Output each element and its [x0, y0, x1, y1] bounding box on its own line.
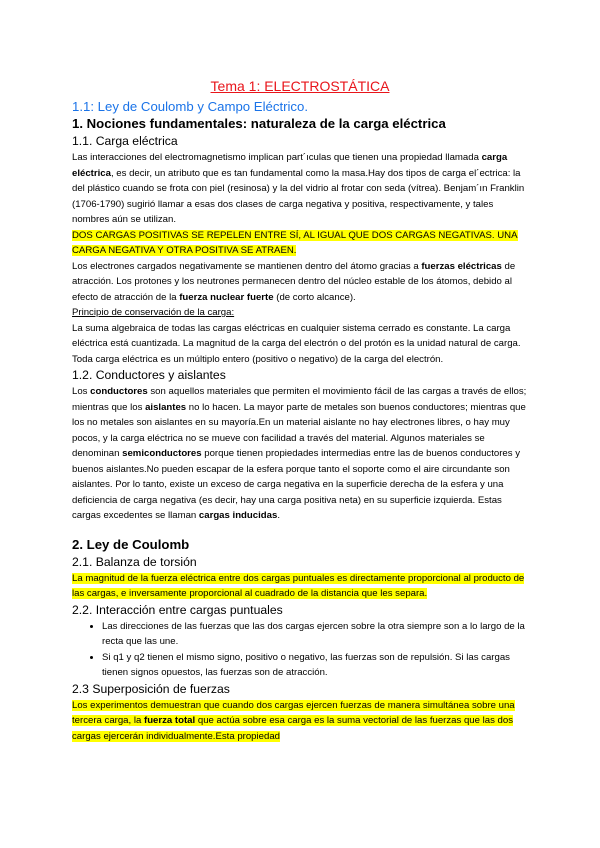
bullet-list	[72, 619, 532, 681]
paragraph-electrones: Los electrones cargados negativamente se mantienen dentro del átomo gracias a fuerzas eléctricas de atracción. Los protones y los neutrones permanecen dentro del núcleo estable de los átomos, debido al efecto de atracción de la fuerza nuclear fuerte (de corto alcance).	[72, 260, 516, 303]
section-1-heading: 1. Nociones fundamentales: naturaleza de la carga eléctrica	[72, 116, 446, 131]
highlighted-superposition-paragraph: Los experimentos demuestran que cuando dos cargas ejercen fuerzas de manera simultánea sobre una tercera carga, la fuerza total que actúa sobre esa carga es la suma vectorial de las fuerzas que las dos cargas ejercerán individualmente.Esta propiedad	[72, 699, 515, 742]
highlighted-coulomb-law: La magnitud de la fuerza eléctrica entre dos cargas puntuales es directamente proporcional al producto de las cargas, e inversamente proporcional al cuadrado de la distancia que les separa.	[72, 572, 525, 599]
document-subtitle: 1.1: Ley de Coulomb y Campo Eléctrico.	[72, 99, 309, 114]
document-body	[72, 115, 532, 744]
principle-heading: Principio de conservación de la carga:	[72, 307, 235, 318]
paragraph-conservacion: La suma algebraica de todas las cargas eléctricas en cualquier sistema cerrado es constante. La carga eléctrica está cuantizada. La magnitud de la carga del electrón o del protón es la unidad natural de carga. Toda carga eléctrica es un múltiplo entero (positivo o negativo) de la carga del electrón.	[72, 322, 521, 365]
document-title: Tema 1: ELECTROSTÁTICA	[210, 78, 390, 94]
list-item: • Las direcciones de las fuerzas que las dos cargas ejercen sobre la otra siempre son a lo largo de la recta que las une.	[102, 619, 532, 650]
subsection-1-1-heading: 1.1. Carga eléctrica	[72, 134, 178, 148]
paragraph-conductores: Los conductores son aquellos materiales que permiten el movimiento fácil de las cargas a través de ellos; mientras que los aislantes no lo hacen. La mayor parte de metales son buenos conductores; mientras que los no metales son aislantes en su mayoría.En un material aislante no hay electrones libres, o hay muy pocos, y la carga eléctrica no se mueve con facilidad a través del material. Algunos materiales se denominan semiconductores porque tienen propiedades intermedias entre las de buenos conductores y buenos aislantes.No pueden escapar de la esfera porque tanto el soporte como el aire circundante son aislantes. Por lo tanto, existe un exceso de carga negativa en la superficie derecha de la esfera y una deficiencia de carga negativa (es decir, hay una carga positiva neta) en su superficie izquierda. Estas cargas excedentes se llaman cargas inducidas.	[72, 386, 527, 521]
subsection-2-1-heading: 2.1. Balanza de torsión	[72, 554, 197, 569]
paragraph-carga-electrica: Las interacciones del electromagnetismo implican part´ıculas que tienen una propiedad llamada carga eléctrica, es decir, un atributo que es tan fundamental como la masa.Hay dos tipos de carga el´ectrica: la del plástico cuando se frota con piel (resinosa) y la del vidrio al frotar con seda (vítrea). Benjam´ın Franklin (1706-1790) sugirió llamar a esas dos clases de carga negativa y positiva, respectivamente, y tales nombres aún se utilizan.	[72, 152, 525, 225]
highlighted-rule-paragraph: DOS CARGAS POSITIVAS SE REPELEN ENTRE SÍ, AL IGUAL QUE DOS CARGAS NEGATIVAS. UNA CARGA NEGATIVA Y OTRA POSITIVA SE ATRAEN.	[72, 229, 518, 256]
subsection-1-2-heading: 1.2. Conductores y aislantes	[72, 368, 226, 382]
section-2-heading: 2. Ley de Coulomb	[72, 536, 190, 552]
subsection-2-2-heading: 2.2. Interacción entre cargas puntuales	[72, 602, 283, 617]
subsection-2-3-heading: 2.3 Superposición de fuerzas	[72, 681, 230, 696]
list-item: • Si q1 y q2 tienen el mismo signo, positivo o negativo, las fuerzas son de repulsión. Si las cargas tienen signos opuestos, las fuerzas son de atracción.	[102, 650, 532, 681]
